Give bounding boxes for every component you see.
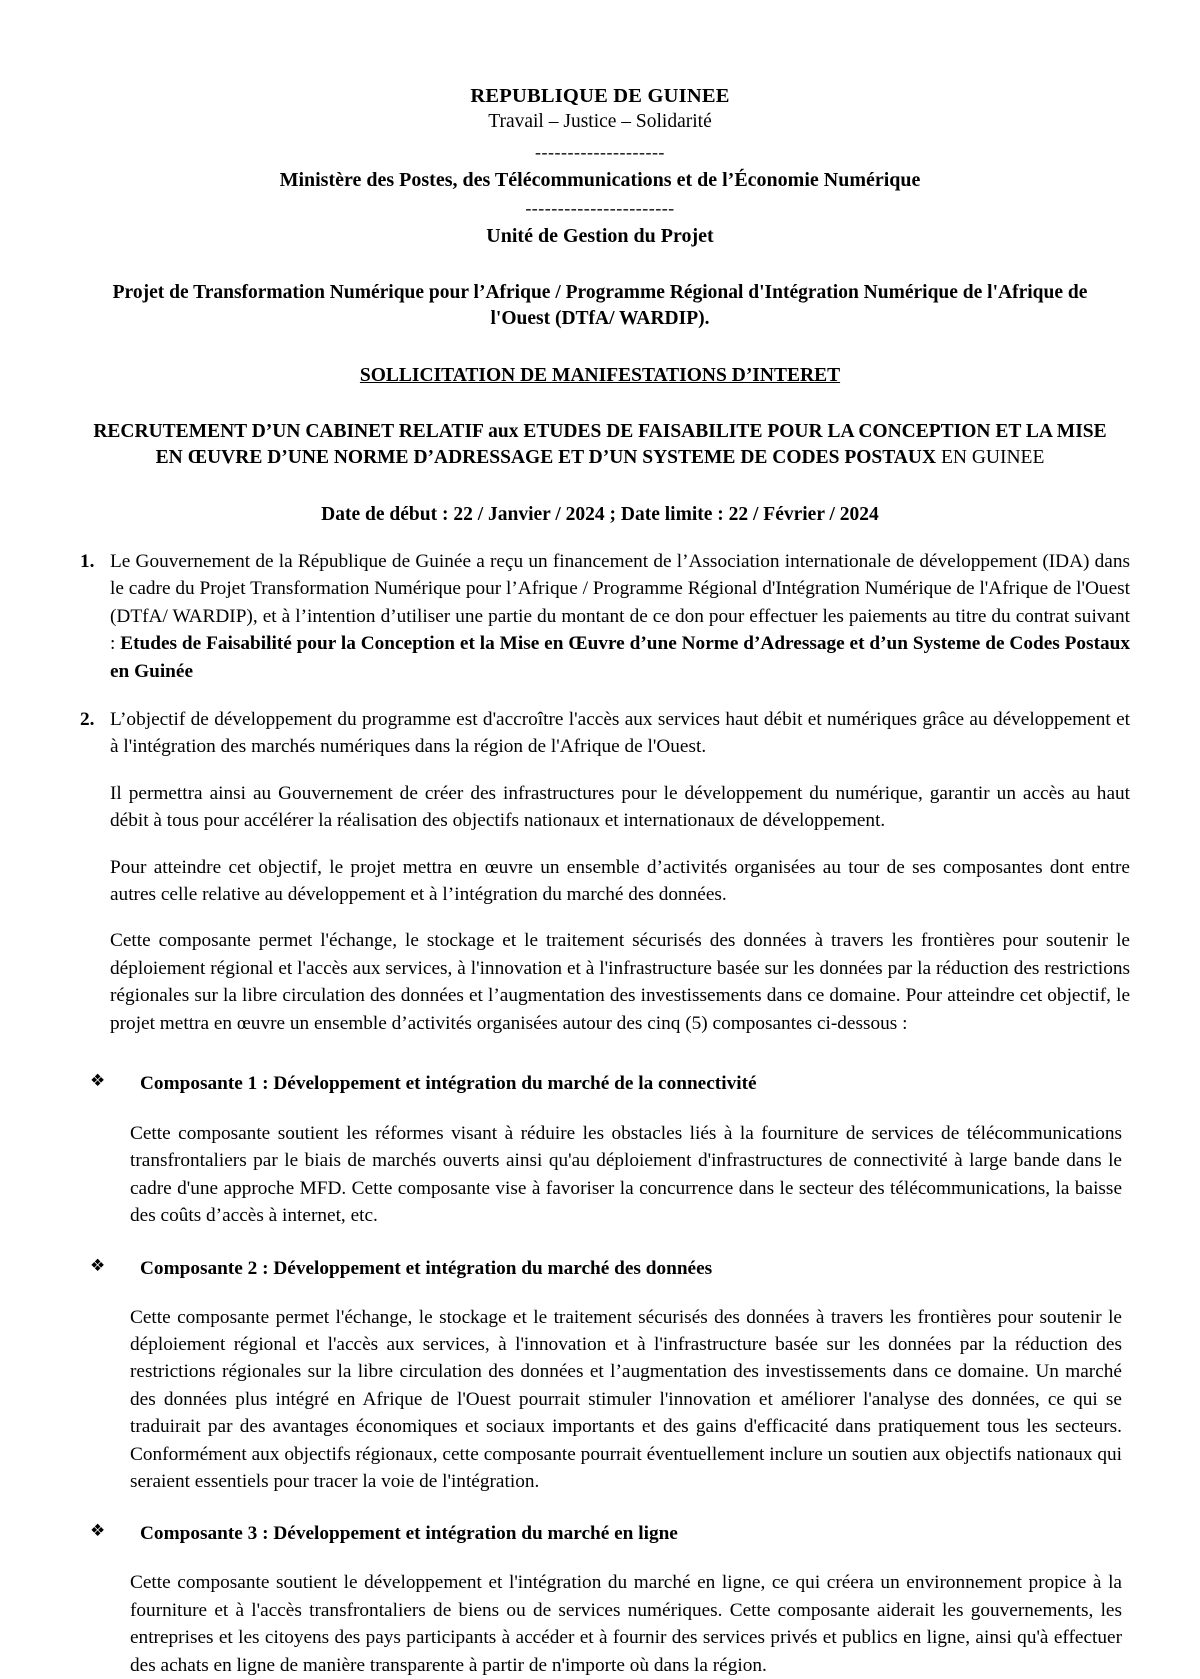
project-title: Projet de Transformation Numérique pour l’Afrique / Programme Régional d'Intégration Numérique de l'Afrique de l'Ouest (DTfA/ WARDIP). [112,282,1088,330]
composante-1-heading [70,1071,1130,1096]
diamond-bullet-icon: ❖ [90,1255,106,1276]
composante-2-heading [70,1256,1130,1281]
diamond-bullet-icon: ❖ [90,1070,106,1091]
item-marker: 1. [80,551,95,573]
republic-title: REPUBLIQUE DE GUINEE [470,85,730,107]
separator-line-2: ----------------------- [525,197,675,218]
item-marker: 2. [80,708,95,730]
national-motto: Travail – Justice – Solidarité [488,111,712,133]
separator-line-1: -------------------- [535,141,665,162]
solicitation-heading [70,363,1130,388]
paragraph-infrastructure: Il permettra ainsi au Gouvernement de créer des infrastructures pour le développement du numérique, garantir un accès au haut débit à tous pour accélérer la réalisation des objectifs nationaux et internationaux de développement. [110,782,1130,832]
item-1-contract-name: Etudes de Faisabilité pour la Conception et la Mise en Œuvre d’une Norme d’Adressage et d’un Systeme de Codes Postaux en Guinée [110,633,1130,682]
diamond-bullet-icon: ❖ [90,1521,106,1542]
composante-1-body: Cette composante soutient les réformes visant à réduire les obstacles liés à la fourniture de services de télécommunications transfrontaliers par le biais de marchés ouverts ainsi qu'au déploiement d'infrastructures de connectivité à large bande dans le cadre d'une approche MFD. Cette composante vise à favoriser la concurrence dans le secteur des télécommunications, la baisse des coûts d’accès à internet, etc. [130,1122,1122,1227]
paragraph-component-overview: Cette composante permet l'échange, le stockage et le traitement sécurisés des données à travers les frontières pour soutenir le déploiement régional et l'accès aux services, à l'innovation et à l'infrastructure basée sur les données par la réduction des restrictions régionales sur la libre circulation des données et l’augmentation des investissements dans ce domaine. Pour atteindre cet objectif, le projet mettra en œuvre un ensemble d’activités organisées autour des cinq (5) composantes ci-dessous : [110,930,1130,1034]
paragraph-objective-activities: Pour atteindre cet objectif, le projet mettra en œuvre un ensemble d’activités organisées au tour de ses composantes dont entre autres celle relative au développement et à l’intégration du marché des données. [110,856,1130,905]
item-2-text: L’objectif de développement du programme est d'accroître l'accès aux services haut débit et numériques grâce au développement et à l'intégration des marchés numériques dans la région de l'Afrique de l'Ouest. [110,708,1130,758]
composante-1-heading-text: Composante 1 : Développement et intégration du marché de la connectivité [140,1072,757,1094]
recruitment-heading-country: EN GUINEE [940,447,1045,469]
composante-3-body: Cette composante soutient le développement et l'intégration du marché en ligne, ce qui créera un environnement propice à la fourniture et à l'accès transfrontaliers de biens ou de services numériques. Cette composante aiderait les gouvernements, les entreprises et les citoyens des pays participants à accéder et à fournir des services privés et publics en ligne, ainsi qu'à effectuer des achats en ligne de manière transparente à partir de n'importe où dans la région. [130,1572,1122,1676]
numbered-item-1 [70,548,1130,685]
recruitment-heading-bold: RECRUTEMENT D’UN CABINET RELATIF aux ETUDES DE FAISABILITE POUR LA CONCEPTION ET LA MISE EN ŒUVRE D’UNE NORME D’ADRESSAGE ET D’UN SYSTEME DE CODES POSTAUX [93,421,1107,469]
recruitment-heading [88,419,1112,472]
document-header [70,84,1130,249]
composante-2-body: Cette composante permet l'échange, le stockage et le traitement sécurisés des données à travers les frontières pour soutenir le déploiement régional et l'accès aux services, à l'innovation et à l'infrastructure basée sur les données par la réduction des restrictions régionales sur la libre circulation des données et l’augmentation des investissements dans ce domaine. Un marché des données plus intégré en Afrique de l'Ouest pourrait stimuler l'innovation et améliorer l'analyse des données, ce qui se traduirait par des avantages économiques et sociaux importants et des gains d'efficacité dans pratiquement tous les secteurs. Conformément aux objectifs régionaux, cette composante pourrait éventuellement inclure un soutien aux objectifs nationaux qui seraient essentiels pour tracer la voie de l'intégration. [130,1306,1122,1492]
composante-3-heading-text: Composante 3 : Développement et intégration du marché en ligne [140,1523,678,1545]
ministry-name: Ministère des Postes, des Télécommunications et de l’Économie Numérique [279,168,921,191]
composante-2-heading-text: Composante 2 : Développement et intégration du marché des données [140,1257,713,1279]
item-1-text: Le Gouvernement de la République de Guinée a reçu un financement de l’Association internationale de développement (IDA) dans le cadre du Projet Transformation Numérique pour l’Afrique / Programme Régional d'Intégration Numérique de l'Afrique de l'Ouest (DTfA/ WARDIP), et à l’intention d’utiliser une partie du montant de ce don pour effectuer les paiements au titre du contrat suivant : [110,551,1130,655]
project-management-unit: Unité de Gestion du Projet [486,225,714,248]
dates-line: Date de début : 22 / Janvier / 2024 ; Date limite : 22 / Février / 2024 [321,503,879,525]
numbered-item-2 [70,706,1130,761]
solicitation-heading-text: SOLLICITATION DE MANIFESTATIONS D’INTERET [359,364,841,386]
composante-3-heading [70,1521,1130,1546]
